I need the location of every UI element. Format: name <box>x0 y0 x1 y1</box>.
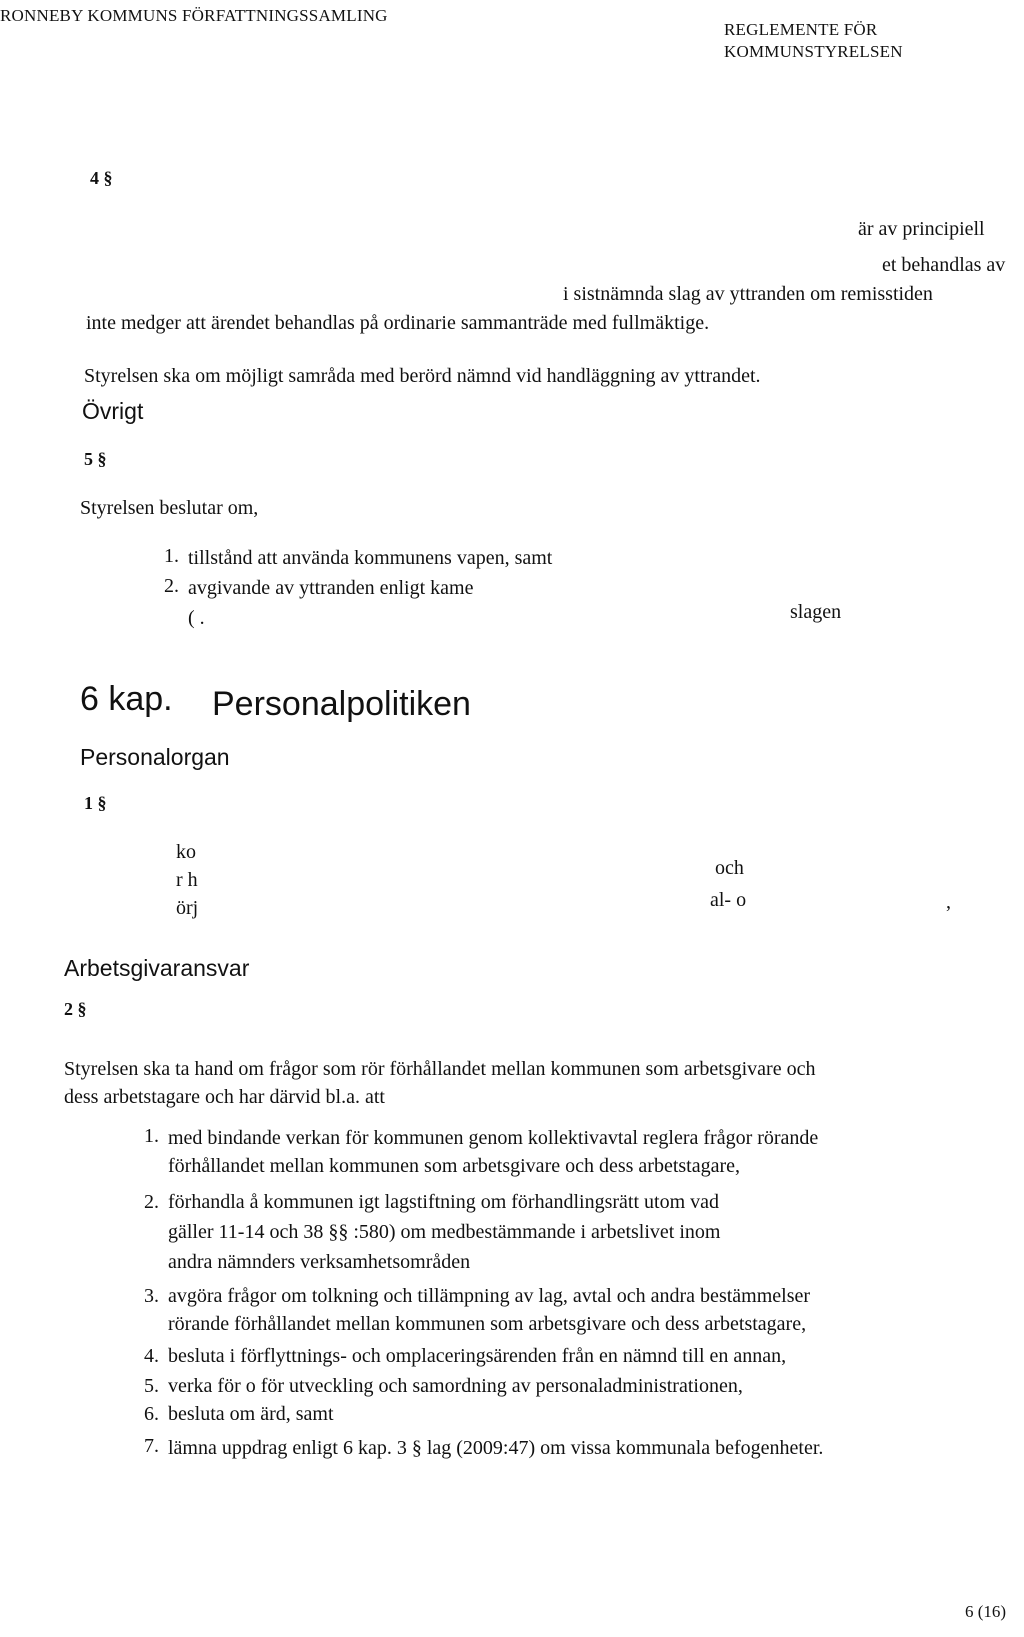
header-left: RONNEBY KOMMUNS FÖRFATTNINGSSAMLING <box>0 6 388 25</box>
section-5-item-2: avgivande av yttranden enligt kame <box>188 577 474 599</box>
heading-arbetsgivaransvar: Arbetsgivaransvar <box>64 955 250 981</box>
list-item-text: med bindande verkan för kommunen genom kollektivavtal reglera frågor rörande <box>168 1127 819 1149</box>
list-item-text: förhandla å kommunen igt lagstiftning om förhandlingsrätt utom vad <box>168 1191 720 1213</box>
list-item-number: 1. <box>144 1125 159 1147</box>
section-2-intro-line-2: dess arbetstagare och har därvid bl.a. att <box>64 1086 385 1108</box>
header-right-line1: REGLEMENTE FÖR <box>724 20 878 39</box>
list-item-text: rörande förhållandet mellan kommunen som arbetsgivare och dess arbetstagare, <box>168 1313 807 1335</box>
section-4-fragment-3: i sistnämnda slag av yttranden om remisstiden <box>563 283 933 305</box>
section-5-mark: 5 § <box>84 449 107 469</box>
list-item-text: gäller 11-14 och 38 §§ :580) om medbestämmande i arbetslivet inom <box>168 1221 721 1243</box>
list-item-number: 4. <box>144 1345 159 1367</box>
section-4-mark: 4 § <box>90 168 113 188</box>
list-item-text: besluta om ärd, samt <box>168 1403 334 1425</box>
section-5-item-2-num: 2. <box>164 575 179 597</box>
list-item-number: 3. <box>144 1285 159 1307</box>
heading-ovrigt: Övrigt <box>82 398 144 424</box>
section-5-intro: Styrelsen beslutar om, <box>80 497 259 519</box>
section-4-line-5: Styrelsen ska om möjligt samråda med berörd nämnd vid handläggning av yttrandet. <box>84 365 761 387</box>
heading-personalorgan: Personalorgan <box>80 744 230 770</box>
section-5-item-2-line-2: ( . <box>188 607 205 629</box>
section-5-item-1: tillstånd att använda kommunens vapen, samt <box>188 547 553 569</box>
section-5-item-2-fragment: slagen <box>790 601 842 623</box>
section-4-line-4: inte medger att ärendet behandlas på ordinarie sammanträde med fullmäktige. <box>86 312 710 334</box>
list-item-text: avgöra frågor om tolkning och tillämpning av lag, avtal och andra bestämmelser <box>168 1285 811 1307</box>
chapter-title: Personalpolitiken <box>212 685 471 723</box>
list-item-number: 2. <box>144 1191 159 1213</box>
section-2-intro-line-1: Styrelsen ska ta hand om frågor som rör förhållandet mellan kommunen som arbetsgivare och <box>64 1058 816 1080</box>
section-1-fragment-2: r h <box>176 869 198 891</box>
section-4-fragment-1: är av principiell <box>858 218 985 240</box>
list-item-text: besluta i förflyttnings- och omplaceringsärenden från en nämnd till en annan, <box>168 1345 787 1367</box>
section-1-mark: 1 § <box>84 793 107 813</box>
section-5-item-1-num: 1. <box>164 545 179 567</box>
section-1-fragment-5: al- o <box>710 889 747 911</box>
section-1-fragment-6: , <box>946 891 951 913</box>
list-item-number: 5. <box>144 1375 159 1397</box>
section-1-fragment-1: ko <box>176 841 196 863</box>
section-1-fragment-3: örj <box>176 897 199 919</box>
header-right-line2: KOMMUNSTYRELSEN <box>724 42 903 61</box>
list-item-number: 6. <box>144 1403 159 1425</box>
list-item-number: 7. <box>144 1435 159 1457</box>
list-item-text: andra nämnders verksamhetsområden <box>168 1251 471 1273</box>
list-item-text: verka för o för utveckling och samordning av personaladministrationen, <box>168 1375 743 1397</box>
section-2-mark: 2 § <box>64 999 87 1019</box>
list-item-text: lämna uppdrag enligt 6 kap. 3 § lag (2009:47) om vissa kommunala befogenheter. <box>168 1437 824 1459</box>
list-item-text: förhållandet mellan kommunen som arbetsgivare och dess arbetstagare, <box>168 1155 741 1177</box>
chapter-number: 6 kap. <box>80 680 173 718</box>
section-4-fragment-2: et behandlas av <box>882 254 1006 276</box>
section-1-fragment-4: och <box>715 857 744 879</box>
page-number: 6 (16) <box>965 1602 1007 1621</box>
